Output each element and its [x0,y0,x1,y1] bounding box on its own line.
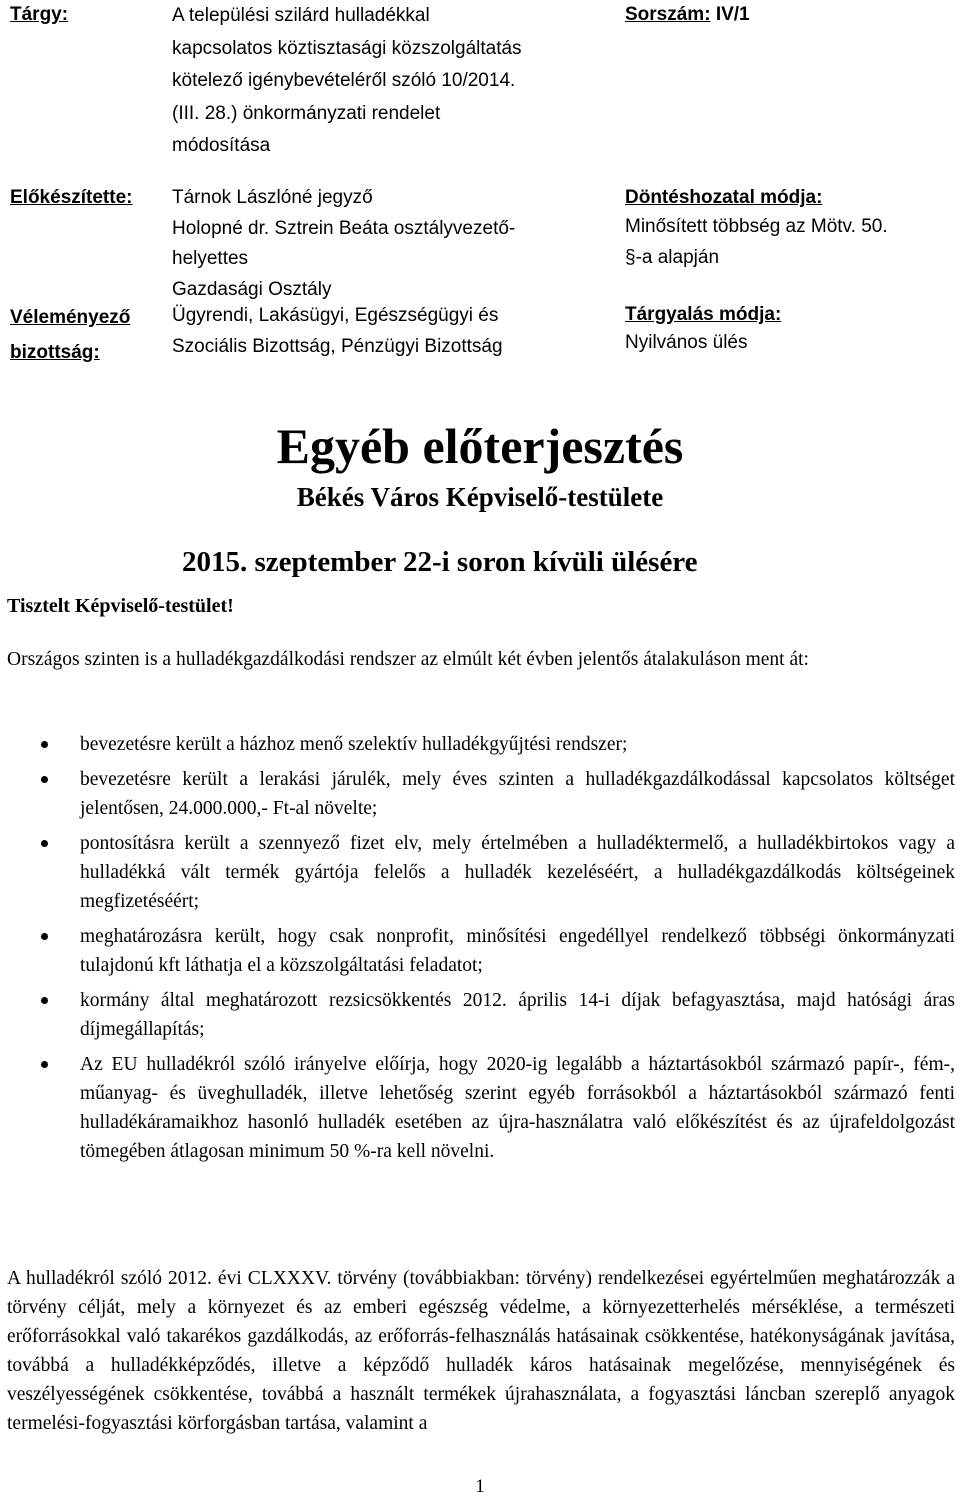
bullet-icon [41,997,48,1004]
closing-paragraph: A hulladékról szóló 2012. évi CLXXXV. törvény (továbbiakban: törvény) rendelkezései egyértelműen meghatározzák a törvény célját, mely a környezet és az emberi egészség védelme, a környezetterhelés mérséklése, a természeti erőforrásokkal való takarékos gazdálkodás, az erőforrás-felhasználás hatásainak csökkentése, hatékonyságának javítása, továbbá a hulladékképződés, illetve a képződő hulladék káros hatásainak megelőzése, mennyiségének és veszélyességének csökkentése, továbbá a használt termékek újrahasználata, a fogyasztási láncban szereplő anyagok termelési-fogyasztási körforgásban tartása, valamint a [7,1268,955,1434]
decision-label: Döntéshozatal módja: [625,187,823,208]
bullet-icon [41,933,48,940]
bullet-icon [41,840,48,847]
serial-value: IV/1 [715,4,750,25]
list-item: pontosításra került a szennyező fizet elv, mely értelmében a hulladéktermelő, a hulladékbirtokos vagy a hulladékká vált termék gyártója felelős a hulladék kezeléséért, a hulladékgazdálkodás költségeinek megfizetéséért; [0,829,955,916]
decision-value: Minősített többség az Mötv. 50. §-a alapján [625,216,888,268]
list-item: bevezetésre került a lerakási járulék, mely éves szinten a hulladékgazdálkodással kapcsolatos költséget jelentősen, 24.000.000,- Ft-al növelte; [0,765,955,823]
bullet-icon [41,741,48,748]
bullet-icon [41,1061,48,1068]
prepared-label: Előkészítette: [10,187,133,208]
list-item: meghatározásra került, hogy csak nonprofit, minősítési engedéllyel rendelkező többségi önkormányzati tulajdonú kft láthatja el a közszolgáltatási feladatot; [0,922,955,980]
list-item: bevezetésre került a házhoz menő szelektív hulladékgyűjtési rendszer; [0,730,955,759]
body-name: Békés Város Képviselő-testülete [296,482,664,512]
session-date: 2015. szeptember 22-i soron kívüli ülésére [182,546,698,578]
serial-number [625,0,750,30]
subject-value: A települési szilárd hulladékkal kapcsolatos köztisztasági közszolgáltatás kötelező igénybevételéről szóló 10/2014. (III. 28.) önkormányzati rendelet módosítása [172,5,522,156]
bullet-icon [41,776,48,783]
prepared-value: Tárnok Lászlóné jegyző Holopné dr. Sztrein Beáta osztályvezető- helyettes Gazdasági Osztály [172,187,516,300]
document-title: Egyéb előterjesztés [276,418,684,474]
hearing-label: Tárgyalás módja: [625,304,782,325]
committee-label: Véleményező bizottság: [10,307,131,363]
list-item: Az EU hulladékról szóló irányelve előírja, hogy 2020-ig legalább a háztartásokból származó papír-, fém-, műanyag- és üveghulladék, illetve lehetőség szerint egyéb forrásokból a háztartásokból származó fenti hulladékáramaikhoz hasonló hulladék esetében az újra-használatra való előkészítést és az újrafeldolgozást tömegében átlagosan minimum 50 %-ra kell növelni. [0,1050,955,1166]
salutation: Tisztelt Képviselő-testület! [7,595,234,617]
list-item: kormány által meghatározott rezsicsökkentés 2012. április 14-i díjak befagyasztása, majd hatósági áras díjmegállapítás; [0,986,955,1044]
hearing-value: Nyilvános ülés [625,332,748,353]
page-number: 1 [475,1476,485,1497]
committee-value: Ügyrendi, Lakásügyi, Egészségügyi és Szociális Bizottság, Pénzügyi Bizottság [172,305,503,357]
subject-label: Tárgy: [10,4,69,25]
intro-paragraph: Országos szinten is a hulladékgazdálkodási rendszer az elmúlt két évben jelentős átalakuláson ment át: [7,649,809,670]
bullet-list [0,730,955,1172]
serial-label: Sorszám: [625,4,711,25]
